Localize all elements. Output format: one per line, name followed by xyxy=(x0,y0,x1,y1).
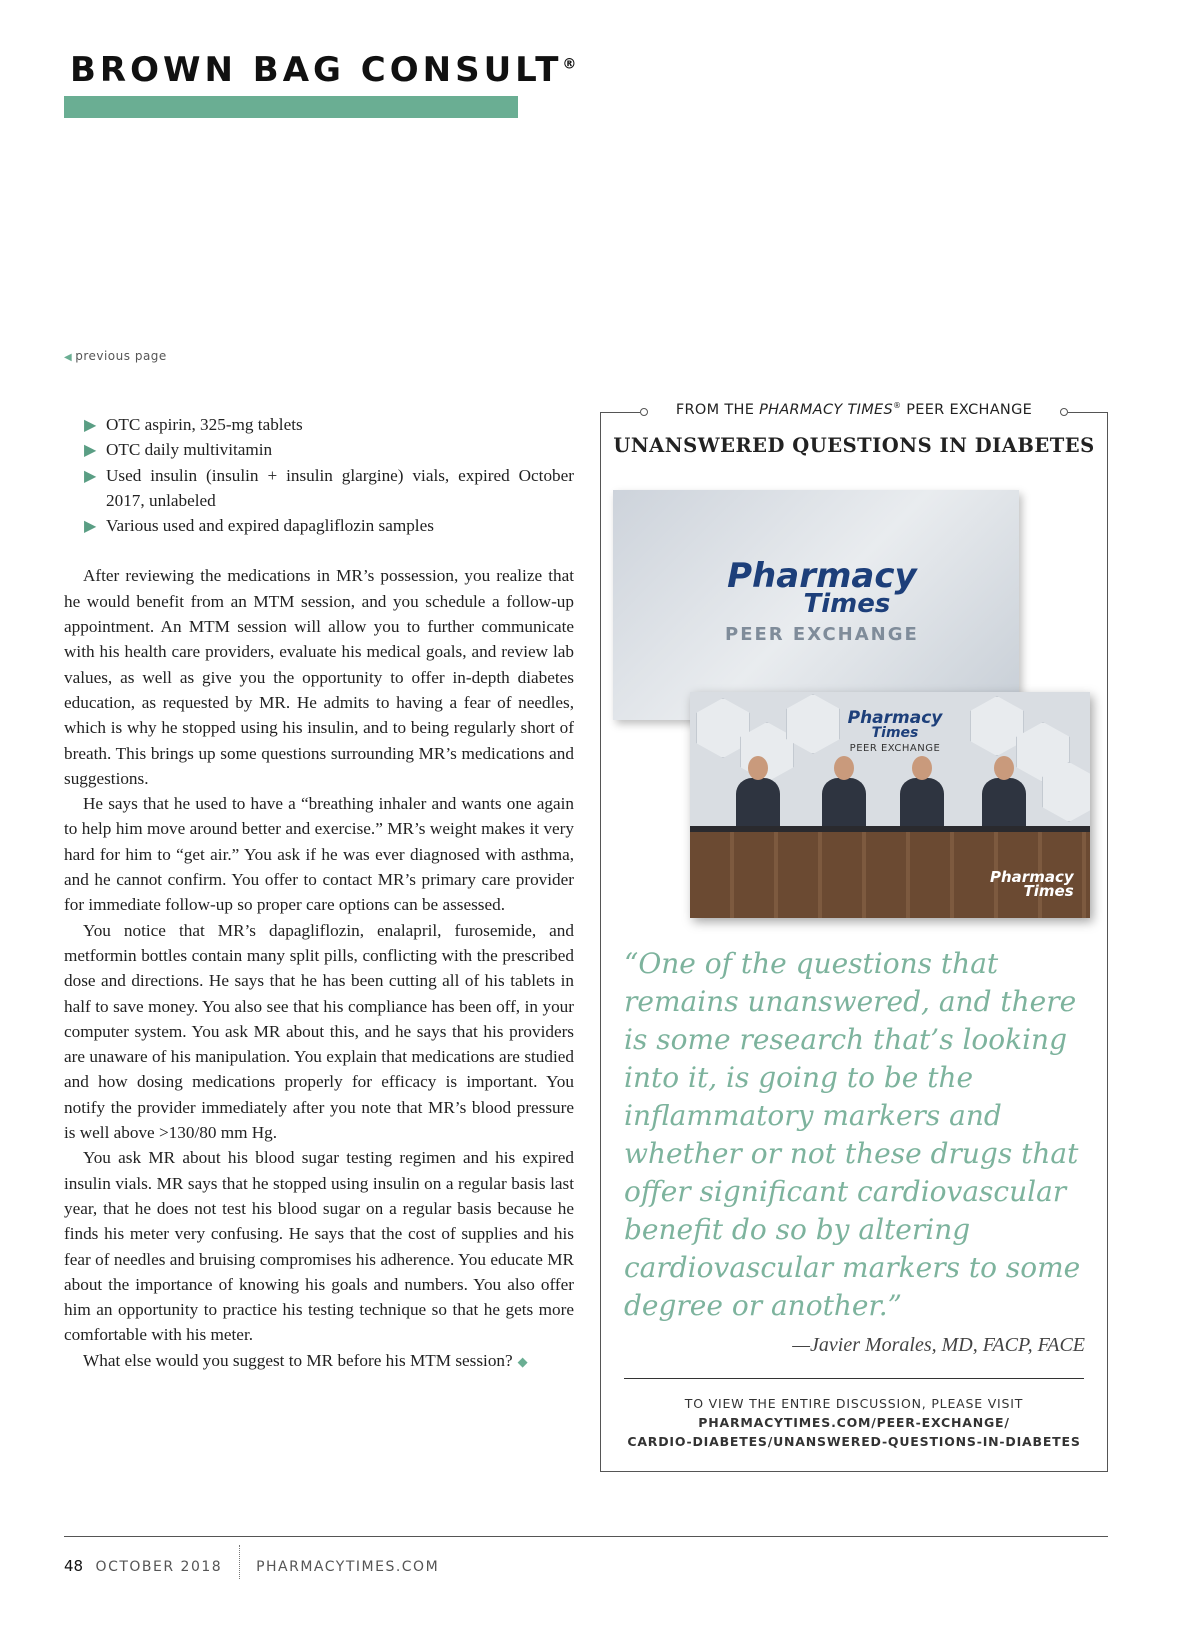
peer-exchange-video-thumbnail[interactable] xyxy=(613,490,1019,720)
issue-date: OCTOBER 2018 xyxy=(95,1559,223,1575)
page-footer xyxy=(64,1555,439,1579)
section-title-bar xyxy=(64,96,518,118)
caret-left-icon: ◀ xyxy=(64,352,73,363)
pull-quote: “One of the questions that remains unanswered, and there is some research that’s looking into it, is going to be the inflammatory markers and whether or not these drugs that offer significant cardiovascular benefit do so by altering cardiovascular markers to some degree or another.” xyxy=(624,947,1081,1322)
sidebar-kicker: FROM THE PHARMACY TIMES® PEER EXCHANGE xyxy=(600,401,1108,418)
triangle-bullet-icon: ▶ xyxy=(84,440,97,460)
page-number: 48 xyxy=(64,1557,84,1575)
body-paragraph: You notice that MR’s dapagliflozin, enalapril, furosemide, and metformin bottles contain many split pills, conflicting with the prescribed dose and directions. He says that he has been cutting all of his tablets in half to save money. You also see that his compliance has been off, in your computer system. You ask MR about this, and he says that his providers are unaware of his manipulation. You explain that medications are studied and how dosing medications properly for efficacy is important. You notify the provider immediately after you note that MR’s blood pressure is well above >130/80 mm Hg. xyxy=(64,920,574,1143)
previous-page-label: previous page xyxy=(75,349,167,363)
body-paragraph: After reviewing the medications in MR’s possession, you realize that he would benefit from an MTM session, and you schedule a follow-up appointment. An MTM session will allow you to further communicate with his health care providers, evaluate his medical goals, and review lab values, as well as give you the opportunity to offer in-depth diabetes education, as requested by MR. He admits to having a fear of needles, which is why he stopped using his insulin, and to being regularly short of breath. This brings up some questions surrounding MR’s medications and suggestions. xyxy=(64,566,574,788)
footer-separator xyxy=(239,1545,240,1579)
closing-paragraph: What else would you suggest to MR before his MTM session? ◆ xyxy=(83,1350,528,1370)
body-paragraph: You ask MR about his blood sugar testing regimen and his expired insulin vials. MR says that he stopped using insulin on a regular basis last year, that he does not test his blood sugar on a regular basis because he finds his meter very confusing. He says that the cost of supplies and his fear of needles and bruising compromises his adherence. You educate MR about the importance of knowing his goals and numbers. You also offer him an opportunity to practice his testing technique so that he gets more comfortable with his meter. xyxy=(64,1148,574,1345)
registered-mark: ® xyxy=(562,56,577,73)
hexagon-backdrop xyxy=(786,694,840,754)
cta-text: TO VIEW THE ENTIRE DISCUSSION, PLEASE VISIT xyxy=(684,1396,1024,1411)
hexagon-backdrop xyxy=(970,696,1024,756)
body-paragraph: He says that he used to have a “breathing inhaler and wants one again to help him move around better and exercise.” MR’s weight makes it very hard for him to “get air.” You ask if he was ever diagnosed with asthma, and he cannot confirm. You offer to contact MR’s primary care provider for immediate follow-up so proper care options can be assessed. xyxy=(64,794,574,915)
sidebar-title: UNANSWERED QUESTIONS IN DIABETES xyxy=(613,434,1095,457)
pharmacy-times-logo: Pharmacy Times PEER EXCHANGE xyxy=(847,708,943,754)
section-title: BROWN BAG CONSULT® xyxy=(70,50,577,90)
quote-attribution: —Javier Morales, MD, FACP, FACE xyxy=(792,1334,1085,1356)
panel-discussion-photo[interactable] xyxy=(690,692,1090,918)
list-item: ▶ Used insulin (insulin + insulin glargine) vials, expired October 2017, unlabeled xyxy=(64,463,574,514)
triangle-bullet-icon: ▶ xyxy=(84,516,97,536)
end-diamond-icon: ◆ xyxy=(517,1354,528,1370)
discussion-url-link[interactable]: CARDIO-DIABETES/UNANSWERED-QUESTIONS-IN-DIABETES xyxy=(627,1434,1081,1449)
list-item: ▶ OTC daily multivitamin xyxy=(64,437,574,462)
article-body xyxy=(64,412,574,1375)
sidebar-cta xyxy=(600,1394,1108,1451)
discussion-url-link[interactable]: PHARMACYTIMES.COM/PEER-EXCHANGE/ xyxy=(698,1415,1010,1430)
sidebar-divider xyxy=(624,1378,1084,1379)
list-item: ▶ OTC aspirin, 325-mg tablets xyxy=(64,412,574,437)
pharmacy-times-logo: Pharmacy Times PEER EXCHANGE xyxy=(725,556,919,645)
triangle-bullet-icon: ▶ xyxy=(84,465,97,485)
list-item: ▶ Various used and expired dapagliflozin samples xyxy=(64,513,574,538)
previous-page-link[interactable] xyxy=(64,349,167,363)
site-name: PHARMACYTIMES.COM xyxy=(256,1559,440,1575)
footer-rule xyxy=(64,1536,1108,1537)
medication-list xyxy=(64,412,574,538)
pharmacy-times-logo: Pharmacy Times xyxy=(990,868,1074,900)
triangle-bullet-icon: ▶ xyxy=(84,415,97,434)
